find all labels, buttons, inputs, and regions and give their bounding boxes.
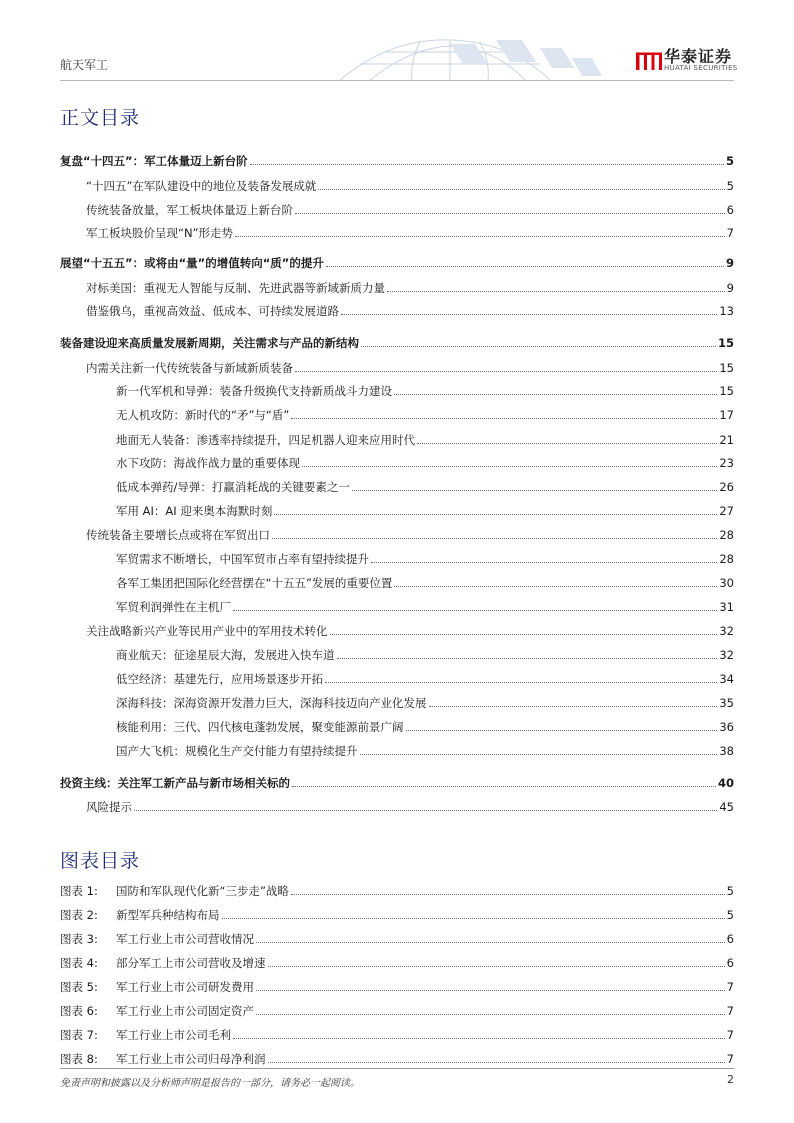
toc-entry-title: 军贸利润弹性在主机厂	[116, 600, 231, 614]
figure-leader-dots	[268, 966, 725, 967]
toc-leader-dots	[134, 810, 717, 811]
toc-entry-page: 35	[719, 696, 734, 710]
toc-entry[interactable]	[60, 546, 734, 566]
toc-entry[interactable]	[60, 594, 734, 614]
toc-entry-page: 7	[726, 226, 734, 240]
toc-entry-title: 复盘“十四五”：军工体量迈上新台阶	[60, 154, 248, 168]
toc-leader-dots	[417, 443, 717, 444]
toc-leader-dots	[233, 610, 717, 611]
figure-entry[interactable]	[60, 878, 734, 898]
toc-entry-title: 借鉴俄乌，重视高效益、低成本、可持续发展道路	[86, 304, 339, 318]
toc-entry[interactable]	[60, 642, 734, 662]
toc-entry-title: 新一代军机和导弹：装备升级换代支持新质战斗力建设	[116, 384, 392, 398]
toc-entry-page: 32	[719, 624, 734, 638]
toc-entry[interactable]	[60, 250, 734, 270]
figure-entry-page: 7	[726, 1028, 734, 1042]
toc-leader-dots	[341, 314, 717, 315]
toc-entry-title: 地面无人装备：渗透率持续提升，四足机器人迎来应用时代	[116, 433, 415, 447]
header-section-label: 航天军工	[60, 58, 109, 72]
figures-title: 图表目录	[60, 850, 141, 872]
toc-entry-title: 投资主线：关注军工新产品与新市场相关标的	[60, 776, 290, 790]
toc-leader-dots	[330, 634, 718, 635]
toc-entry-title: 装备建设迎来高质量发展新周期，关注需求与产品的新结构	[60, 336, 359, 350]
toc-leader-dots	[325, 682, 717, 683]
toc-leader-dots	[429, 706, 718, 707]
toc-entry-title: 军贸需求不断增长，中国军贸市占率有望持续提升	[116, 552, 369, 566]
figure-entry-page: 7	[726, 980, 734, 994]
toc-entry-title: 传统装备主要增长点或将在军贸出口	[86, 528, 270, 542]
toc-entry-page: 30	[719, 576, 734, 590]
toc-entry-page: 28	[719, 552, 734, 566]
toc-leader-dots	[394, 586, 717, 587]
figure-entry-title: 军工行业上市公司研发费用	[116, 980, 254, 994]
toc-entry-page: 15	[717, 336, 734, 350]
toc-entry[interactable]	[60, 498, 734, 518]
figure-entry-number: 图表 6:	[60, 1004, 98, 1018]
toc-entry-page: 17	[719, 408, 734, 422]
figure-entry-page: 5	[726, 908, 734, 922]
toc-entry-page: 31	[719, 600, 734, 614]
figure-entry-page: 5	[726, 884, 734, 898]
toc-entry-title: 内需关注新一代传统装备与新域新质装备	[86, 361, 293, 375]
footer-disclaimer: 免责声明和披露以及分析师声明是报告的一部分，请务必一起阅读。	[60, 1078, 360, 1089]
toc-entry[interactable]	[60, 220, 734, 240]
globe-graphic	[300, 34, 630, 80]
figure-entry-title: 国防和军队现代化新“三步走”战略	[116, 884, 289, 898]
toc-entry[interactable]	[60, 618, 734, 638]
toc-entry[interactable]	[60, 690, 734, 710]
toc-entry-title: 国产大飞机：规模化生产交付能力有望持续提升	[116, 744, 358, 758]
toc-entry[interactable]	[60, 355, 734, 375]
figure-entry-page: 6	[726, 932, 734, 946]
footer-divider	[60, 1068, 734, 1069]
toc-leader-dots	[387, 291, 725, 292]
figure-leader-dots	[256, 942, 725, 943]
figure-entry-number: 图表 4:	[60, 956, 98, 970]
toc-entry-title: 深海科技：深海资源开发潜力巨大，深海科技迈向产业化发展	[116, 696, 427, 710]
toc-leader-dots	[360, 754, 718, 755]
toc-entry[interactable]	[60, 666, 734, 686]
toc-leader-dots	[394, 394, 717, 395]
toc-entry[interactable]	[60, 173, 734, 193]
figure-entry-title: 新型军兵种结构布局	[116, 908, 220, 922]
toc-entry-title: 低空经济：基建先行，应用场景逐步开拓	[116, 672, 323, 686]
toc-entry-title: 军用 AI：AI 迎来奥本海默时刻	[116, 504, 273, 518]
header-divider	[60, 80, 734, 81]
toc-leader-dots	[318, 189, 724, 190]
toc-entry[interactable]	[60, 450, 734, 470]
toc-entry-title: 传统装备放量，军工板块体量迈上新台阶	[86, 203, 293, 217]
toc-entry-page: 36	[719, 720, 734, 734]
toc-leader-dots	[361, 346, 716, 347]
figure-entry-title: 军工行业上市公司固定资产	[116, 1004, 254, 1018]
toc-entry-title: 关注战略新兴产业等民用产业中的军用技术转化	[86, 624, 328, 638]
toc-entry-page: 23	[719, 456, 734, 470]
toc-entry-page: 15	[719, 361, 734, 375]
figure-entry[interactable]	[60, 1046, 734, 1066]
figure-entry-title: 军工行业上市公司毛利	[116, 1028, 231, 1042]
toc-entry-title: “十四五”在军队建设中的地位及装备发展成就	[86, 179, 317, 193]
page-number: 2	[727, 1073, 734, 1086]
toc-leader-dots	[292, 786, 716, 787]
toc-leader-dots	[274, 514, 717, 515]
toc-entry-page: 6	[726, 203, 734, 217]
figure-leader-dots	[222, 918, 725, 919]
figure-entry-number: 图表 5:	[60, 980, 98, 994]
toc-entry-page: 5	[725, 154, 734, 168]
figure-leader-dots	[291, 894, 725, 895]
toc-entry[interactable]	[60, 714, 734, 734]
figure-leader-dots	[256, 1014, 725, 1015]
brand-subtitle: HUATAI SECURITIES	[664, 64, 738, 72]
brand-name: 华泰证券	[664, 47, 733, 66]
toc-entry-title: 各军工集团把国际化经营摆在“十五五”发展的重要位置	[116, 576, 393, 590]
figure-leader-dots	[256, 990, 725, 991]
figure-entry-number: 图表 7:	[60, 1028, 98, 1042]
toc-title: 正文目录	[60, 107, 141, 129]
toc-entry[interactable]	[60, 738, 734, 758]
figure-entry-title: 部分军工上市公司营收及增速	[116, 956, 266, 970]
figure-entry-title: 军工行业上市公司营收情况	[116, 932, 254, 946]
toc-entry-page: 13	[719, 304, 734, 318]
toc-leader-dots	[272, 538, 717, 539]
toc-leader-dots	[326, 266, 724, 267]
figure-entry-number: 图表 8:	[60, 1052, 98, 1066]
figure-entry-title: 军工行业上市公司归母净利润	[116, 1052, 266, 1066]
toc-entry-title: 低成本弹药/导弹：打赢消耗战的关键要素之一	[116, 480, 350, 494]
toc-entry-page: 21	[719, 433, 734, 447]
figure-entry[interactable]	[60, 902, 734, 922]
figure-entry-number: 图表 3:	[60, 932, 98, 946]
toc-leader-dots	[295, 213, 725, 214]
figure-entry-page: 7	[726, 1052, 734, 1066]
figure-entry-number: 图表 2:	[60, 908, 98, 922]
toc-entry-page: 26	[719, 480, 734, 494]
huatai-logo-icon	[636, 44, 662, 70]
toc-entry-page: 40	[717, 776, 734, 790]
toc-leader-dots	[302, 466, 717, 467]
toc-leader-dots	[295, 371, 717, 372]
toc-entry-title: 展望“十五五”：或将由“量”的增值转向“质”的提升	[60, 256, 324, 270]
toc-entry[interactable]	[60, 522, 734, 542]
figure-entry-page: 7	[726, 1004, 734, 1018]
toc-entry[interactable]	[60, 197, 734, 217]
toc-entry[interactable]	[60, 148, 734, 168]
toc-entry-page: 45	[719, 800, 734, 814]
toc-leader-dots	[235, 236, 725, 237]
figure-entry[interactable]	[60, 1022, 734, 1042]
toc-entry[interactable]	[60, 330, 734, 350]
toc-entry-page: 5	[726, 179, 734, 193]
toc-entry-title: 核能利用：三代、四代核电蓬勃发展，聚变能源前景广阔	[116, 720, 404, 734]
toc-entry[interactable]	[60, 298, 734, 318]
toc-entry[interactable]	[60, 275, 734, 295]
toc-entry-title: 无人机攻防：新时代的“矛”与“盾”	[116, 408, 290, 422]
toc-entry-title: 商业航天：征途星辰大海，发展进入快车道	[116, 648, 335, 662]
toc-entry-title: 军工板块股价呈现“N”形走势	[86, 226, 234, 240]
figure-entry[interactable]	[60, 974, 734, 994]
toc-entry[interactable]	[60, 570, 734, 590]
figure-entry-number: 图表 1:	[60, 884, 98, 898]
toc-entry-page: 38	[719, 744, 734, 758]
toc-entry[interactable]	[60, 378, 734, 398]
toc-entry-title: 风险提示	[86, 800, 132, 814]
toc-entry-page: 9	[725, 256, 734, 270]
toc-entry-page: 32	[719, 648, 734, 662]
figure-entry[interactable]	[60, 926, 734, 946]
figure-leader-dots	[233, 1038, 725, 1039]
toc-entry[interactable]	[60, 770, 734, 790]
toc-entry[interactable]	[60, 794, 734, 814]
toc-entry-page: 15	[719, 384, 734, 398]
figure-entry[interactable]	[60, 950, 734, 970]
toc-entry-title: 水下攻防：海战作战力量的重要体现	[116, 456, 300, 470]
toc-leader-dots	[291, 418, 717, 419]
toc-entry-title: 对标美国：重视无人智能与反制、先进武器等新域新质力量	[86, 281, 385, 295]
toc-entry-page: 9	[726, 281, 734, 295]
toc-entry-page: 27	[719, 504, 734, 518]
toc-leader-dots	[337, 658, 718, 659]
toc-entry[interactable]	[60, 427, 734, 447]
toc-leader-dots	[352, 490, 717, 491]
toc-entry[interactable]	[60, 402, 734, 422]
toc-leader-dots	[406, 730, 718, 731]
toc-leader-dots	[250, 164, 724, 165]
figure-leader-dots	[268, 1062, 725, 1063]
figure-entry[interactable]	[60, 998, 734, 1018]
toc-leader-dots	[371, 562, 717, 563]
figure-entry-page: 6	[726, 956, 734, 970]
toc-entry[interactable]	[60, 474, 734, 494]
toc-entry-page: 28	[719, 528, 734, 542]
toc-entry-page: 34	[719, 672, 734, 686]
